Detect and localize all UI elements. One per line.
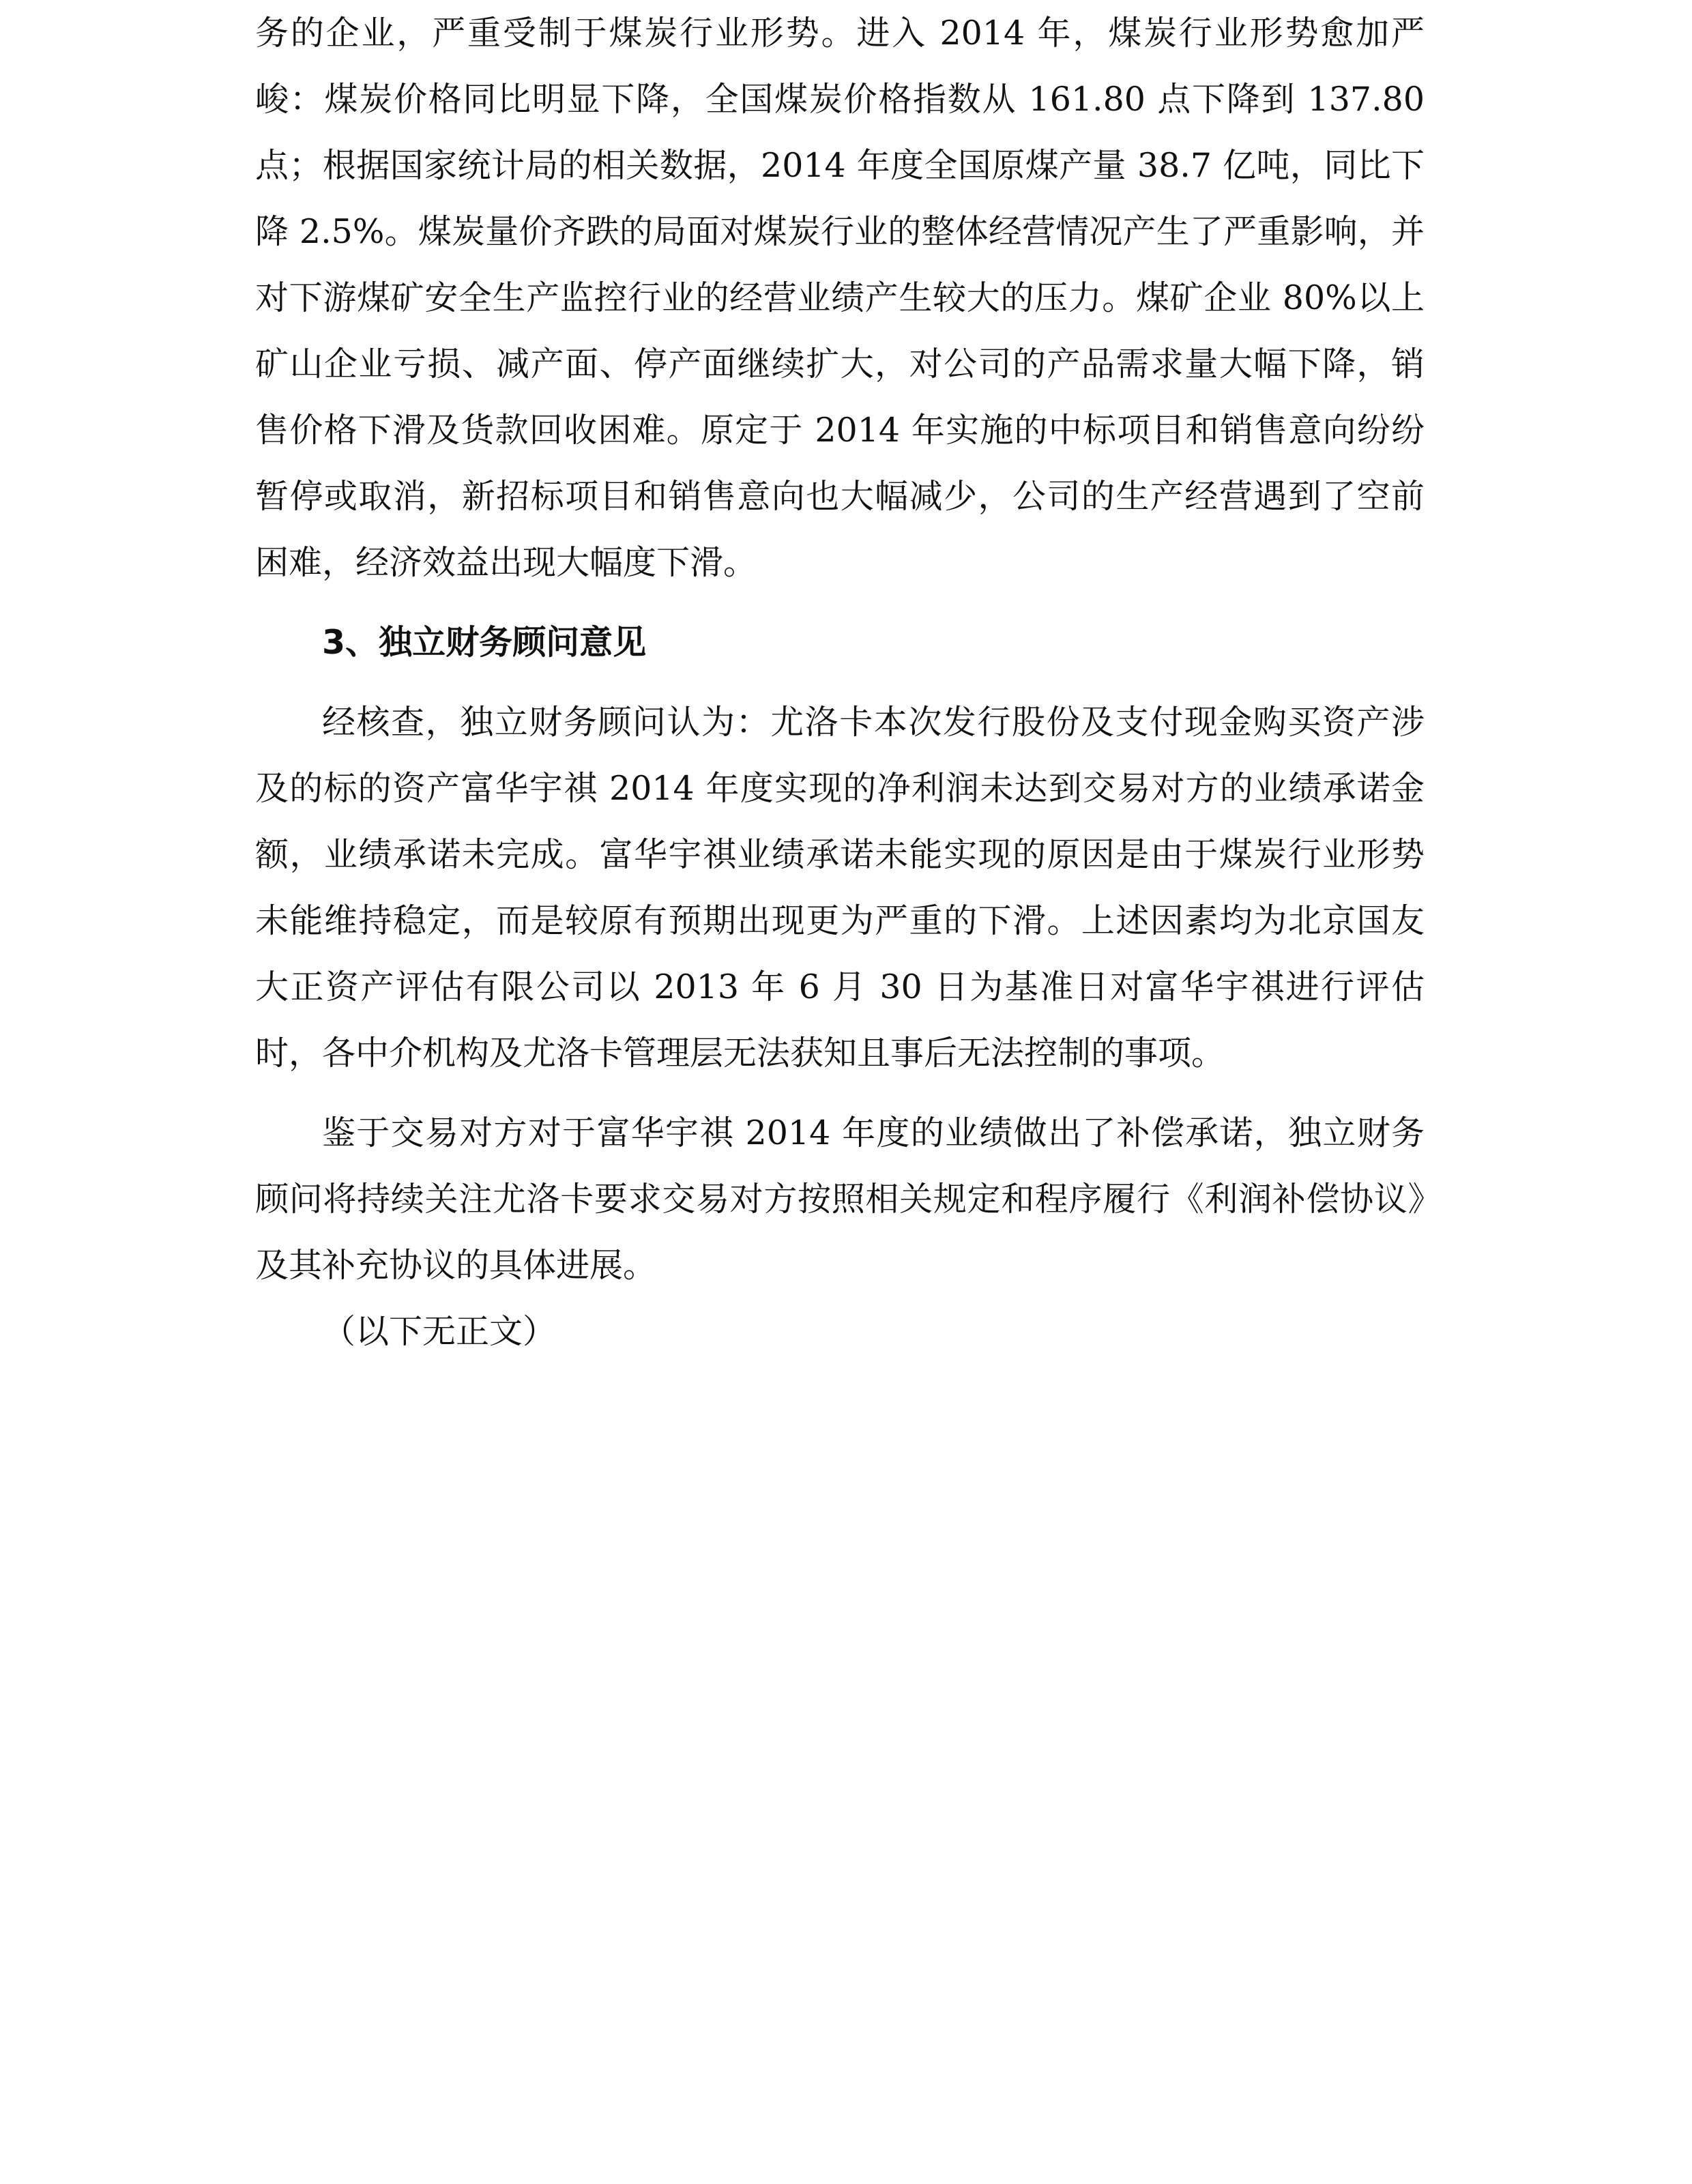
paragraph-advisor-opinion: 经核查，独立财务顾问认为：尤洛卡本次发行股份及支付现金购买资产涉及的标的资产富华宇祺 2014 年度实现的净利润未达到交易对方的业绩承诺金额，业绩承诺未完成。富华宇祺业绩承诺未能实现的原因是由于煤炭行业形势未能维持稳定，而是较原有预期出现更为严重的下滑。上述因素均为北京国友大正资产评估有限公司以 2013 年 6 月 30 日为基准日对富华宇祺进行评估时，各中介机构及尤洛卡管理层无法获知且事后无法控制的事项。 [255,703,1425,1073]
document-body [255,0,1425,1365]
section-heading-3: 3、独立财务顾问意见 [322,623,647,662]
end-of-text-note: （以下无正文） [322,1312,557,1351]
paragraph-industry-situation: 务的企业，严重受制于煤炭行业形势。进入 2014 年，煤炭行业形势愈加严峻：煤炭价格同比明显下降，全国煤炭价格指数从 161.80 点下降到 137.80 点；根据国家统计局的相关数据，2014 年度全国原煤产量 38.7 亿吨，同比下降 2.5%。煤炭量价齐跌的局面对煤炭行业的整体经营情况产生了严重影响，并对下游煤矿安全生产监控行业的经营业绩产生较大的压力。煤矿企业 80%以上矿山企业亏损、减产面、停产面继续扩大，对公司的产品需求量大幅下降，销售价格下滑及货款回收困难。原定于 2014 年实施的中标项目和销售意向纷纷暂停或取消，新招标项目和销售意向也大幅减少，公司的生产经营遇到了空前困难，经济效益出现大幅度下滑。 [255,14,1425,582]
paragraph-compensation-followup: 鉴于交易对方对于富华宇祺 2014 年度的业绩做出了补偿承诺，独立财务顾问将持续关注尤洛卡要求交易对方按照相关规定和程序履行《利润补偿协议》及其补充协议的具体进展。 [255,1113,1425,1285]
